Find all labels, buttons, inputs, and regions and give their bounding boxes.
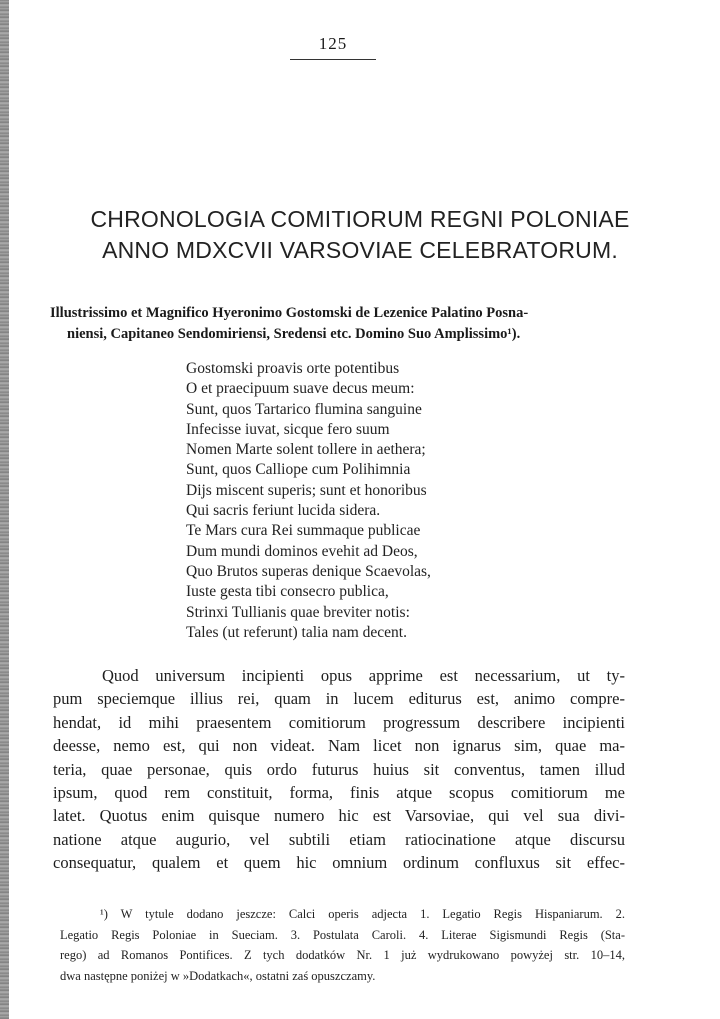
poem-verse: Quo Brutos superas denique Scaevolas, (186, 562, 431, 580)
body-paragraph (53, 664, 625, 875)
scan-edge-shadow (0, 0, 9, 1019)
poem-verse: Sunt, quos Tartarico flumina sanguine (186, 400, 422, 418)
poem-verse: Iuste gesta tibi consecro publica, (186, 583, 389, 601)
title-line-1: CHRONOLOGIA COMITIORUM REGNI POLONIAE (90, 206, 630, 232)
body-line: ipsum, quod rem constituit, forma, finis atque scopus comitiorum me (53, 783, 625, 803)
poem-verse: Te Mars cura Rei summaque publicae (186, 522, 421, 540)
poem-verse: Nomen Marte solent tollere in aethera; (186, 441, 426, 459)
poem-verse: O et praecipuum suave decus meum: (186, 380, 415, 398)
poem-verse: Infecisse iuvat, sicque fero suum (186, 420, 390, 438)
footnote-line: Legatio Regis Poloniae in Sueciam. 3. Postulata Caroli. 4. Literae Sigismundi Regis (Sta- (60, 927, 625, 942)
footnote-line: dwa następne poniżej w »Dodatkach«, ostatni zaś opuszczamy. (60, 968, 376, 983)
body-line: consequatur, qualem et quem hic omnium ordinum confluxus sit effec- (53, 853, 625, 873)
poem-verse: Dum mundi dominos evehit ad Deos, (186, 542, 418, 560)
dedication (50, 303, 680, 345)
page-number: 125 (318, 34, 348, 53)
poem-verse: Sunt, quos Calliope cum Polihimnia (186, 461, 411, 479)
body-line: teria, quae personae, quis ordo futurus huius sit conventus, tamen illud (53, 759, 625, 779)
body-line: pum speciemque illius rei, quam in lucem editurus est, animo compre- (53, 689, 625, 709)
poem-verse: Tales (ut referunt) talia nam decent. (186, 623, 407, 641)
poem-verse: Dijs miscent superis; sunt et honoribus (186, 481, 427, 499)
page-number-rule (290, 59, 376, 60)
poem-verse: Strinxi Tullianis quae breviter notis: (186, 603, 410, 621)
footnote-line: ¹) W tytule dodano jeszcze: Calci operis adjecta 1. Legatio Regis Hispaniarum. 2. (100, 907, 625, 921)
footnote-line: rego) ad Romanos Pontifices. Z tych dodatków Nr. 1 już wydrukowano powyżej str. 10–14, (60, 948, 625, 962)
poem (186, 359, 526, 643)
poem-verse: Qui sacris feriunt lucida sidera. (186, 502, 381, 520)
body-line: Quod universum incipienti opus apprime est necessarium, ut ty- (102, 666, 625, 685)
body-line: deesse, nemo est, qui non videat. Nam licet non ignarus sim, quae ma- (53, 736, 625, 756)
body-line: hendat, id mihi praesentem comitiorum progressum describere incipienti (53, 712, 625, 732)
poem-verse: Gostomski proavis orte potentibus (186, 360, 400, 377)
document-title (40, 204, 680, 266)
dedication-line-2: niensi, Capitaneo Sendomiriensi, Sredensi etc. Domino Suo Amplissimo¹). (67, 326, 521, 342)
title-line-2: ANNO MDXCVII VARSOVIAE CELEBRATORUM. (102, 237, 618, 263)
body-line: natione atque augurio, vel subtili etiam ratiocinatione atque discursu (53, 829, 625, 849)
dedication-line-1: Illustrissimo et Magnifico Hyeronimo Gostomski de Lezenice Palatino Posna- (50, 305, 529, 321)
body-line: latet. Quotus enim quisque numero hic est Varsoviae, qui vel sua divi- (53, 806, 625, 826)
footnote (60, 904, 625, 986)
